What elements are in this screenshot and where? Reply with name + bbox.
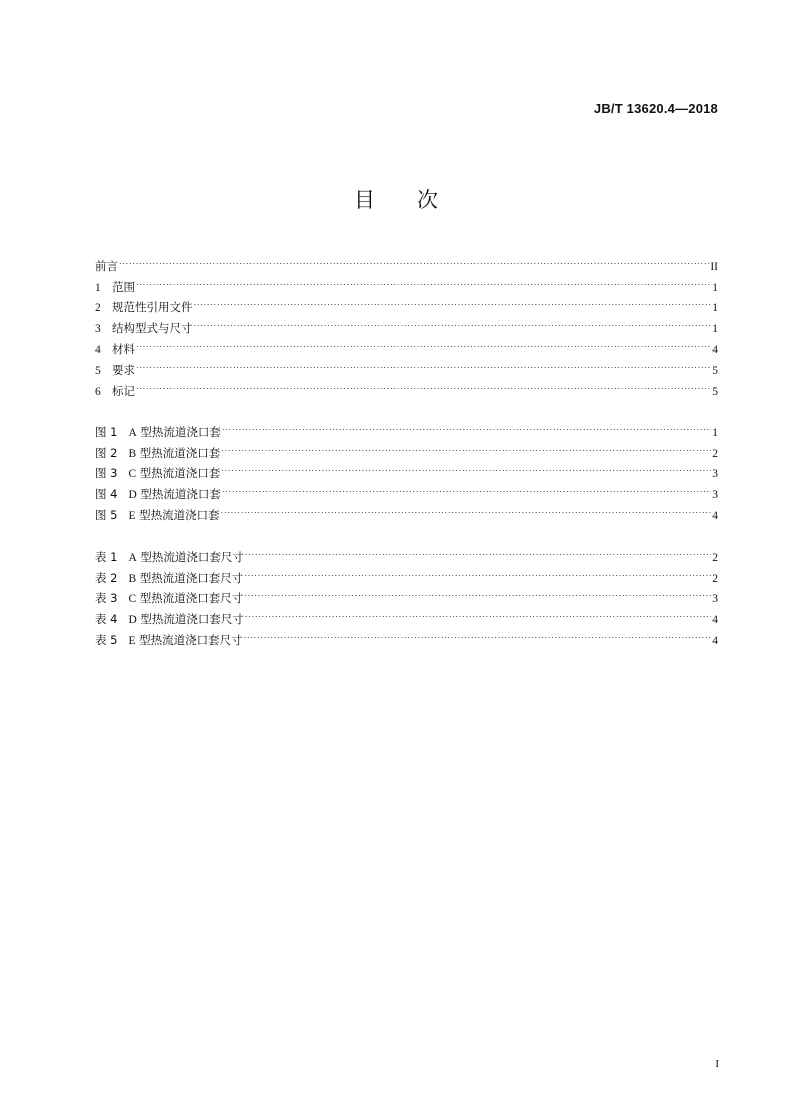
- toc-entry-normative-references[interactable]: [95, 291, 718, 315]
- toc-page-number: 1: [712, 281, 718, 294]
- toc-page-number: 3: [712, 593, 718, 606]
- table-number: 表 2: [95, 570, 118, 585]
- toc-entry-number: 5: [95, 364, 101, 377]
- dot-leader: [221, 498, 712, 519]
- toc-page-number: 5: [712, 364, 718, 377]
- table-number: 表 1: [95, 549, 118, 564]
- figure-number: 图 2: [95, 445, 118, 460]
- table-label: 型热流道浇口套尺寸: [140, 549, 244, 564]
- dot-leader: [244, 623, 712, 644]
- toc-entry-label: 范围: [112, 279, 135, 294]
- toc-entry-number: 6: [95, 385, 101, 398]
- toc-entry-number: 1: [95, 281, 101, 294]
- figure-label: 型热流道浇口套: [140, 487, 221, 502]
- toc-entry-marking[interactable]: [95, 374, 718, 398]
- figure-label: 型热流道浇口套: [139, 445, 221, 460]
- page-number: I: [715, 1058, 719, 1070]
- toc-entry-label: 规范性引用文件: [112, 300, 193, 315]
- dot-leader: [222, 415, 711, 436]
- figure-number: 图 5: [95, 507, 118, 522]
- dot-leader: [245, 602, 711, 623]
- dot-leader: [244, 582, 711, 603]
- toc-entry-label: 前言: [95, 258, 118, 273]
- toc-entry-requirements[interactable]: [95, 353, 718, 377]
- table-label: 型热流道浇口套尺寸: [139, 591, 244, 606]
- table-type-letter: C: [128, 593, 137, 606]
- figure-type-letter: C: [128, 468, 137, 481]
- toc-page-number: 2: [712, 572, 718, 585]
- dot-leader: [222, 477, 711, 498]
- toc-page-number: 1: [712, 302, 718, 315]
- toc-entry-label: 标记: [112, 383, 135, 398]
- toc-entry-number: 2: [95, 302, 101, 315]
- figure-number: 图 1: [95, 424, 118, 439]
- table-label: 型热流道浇口套尺寸: [139, 632, 243, 647]
- toc-page-number: 4: [712, 509, 718, 522]
- toc-entry-label: 要求: [112, 362, 135, 377]
- table-type-letter: D: [128, 614, 137, 627]
- toc-page-number: 2: [712, 551, 718, 564]
- figure-type-letter: E: [128, 509, 136, 522]
- title-char-2: 次: [417, 188, 438, 212]
- figure-label: 型热流道浇口套: [139, 466, 221, 481]
- toc-sections: [95, 249, 718, 398]
- toc-page-number: 1: [712, 323, 718, 336]
- toc-entry-table-1[interactable]: [95, 540, 718, 564]
- table-type-letter: B: [128, 572, 137, 585]
- toc-page-number: 5: [712, 385, 718, 398]
- standard-number: JB/T 13620.4—2018: [593, 101, 718, 116]
- toc-entry-scope[interactable]: [95, 270, 718, 294]
- figure-label: 型热流道浇口套: [140, 424, 221, 439]
- figure-number: 图 3: [95, 466, 118, 481]
- title-char-1: 目: [354, 188, 375, 212]
- toc-entry-number: 4: [95, 343, 101, 356]
- dot-leader: [194, 311, 712, 332]
- toc-page-number: 3: [712, 468, 718, 481]
- toc-page-number: II: [710, 260, 718, 273]
- toc-entry-figure-1[interactable]: [95, 415, 718, 439]
- dot-leader: [119, 249, 709, 270]
- toc-figures: [95, 415, 718, 522]
- dot-leader: [136, 374, 711, 395]
- dot-leader: [136, 270, 711, 291]
- toc-page-number: 4: [712, 614, 718, 627]
- toc-entry-number: 3: [95, 323, 101, 336]
- table-type-letter: E: [128, 634, 136, 647]
- table-type-letter: A: [128, 551, 137, 564]
- figure-label: 型热流道浇口套: [139, 507, 220, 522]
- table-label: 型热流道浇口套尺寸: [139, 570, 244, 585]
- toc-tables: [95, 540, 718, 647]
- page-title: [0, 184, 792, 214]
- figure-number: 图 4: [95, 487, 118, 502]
- dot-leader: [221, 436, 711, 457]
- toc-page-number: 4: [712, 634, 718, 647]
- table-number: 表 4: [95, 612, 118, 627]
- toc-page-number: 2: [712, 447, 718, 460]
- dot-leader: [221, 457, 711, 478]
- dot-leader: [245, 540, 711, 561]
- table-number: 表 3: [95, 591, 118, 606]
- dot-leader: [136, 332, 711, 353]
- toc-entry-label: 材料: [112, 341, 135, 356]
- dot-leader: [244, 561, 711, 582]
- toc-entry-foreword[interactable]: [95, 249, 718, 273]
- table-label: 型热流道浇口套尺寸: [140, 612, 244, 627]
- dot-leader: [194, 291, 712, 312]
- toc-page-number: 3: [712, 489, 718, 502]
- toc-entry-materials[interactable]: [95, 332, 718, 356]
- dot-leader: [136, 353, 711, 374]
- figure-type-letter: D: [128, 489, 137, 502]
- table-number: 表 5: [95, 632, 118, 647]
- toc-page-number: 1: [712, 426, 718, 439]
- figure-type-letter: A: [128, 426, 137, 439]
- toc-page-number: 4: [712, 343, 718, 356]
- toc-entry-label: 结构型式与尺寸: [112, 321, 193, 336]
- figure-type-letter: B: [128, 447, 137, 460]
